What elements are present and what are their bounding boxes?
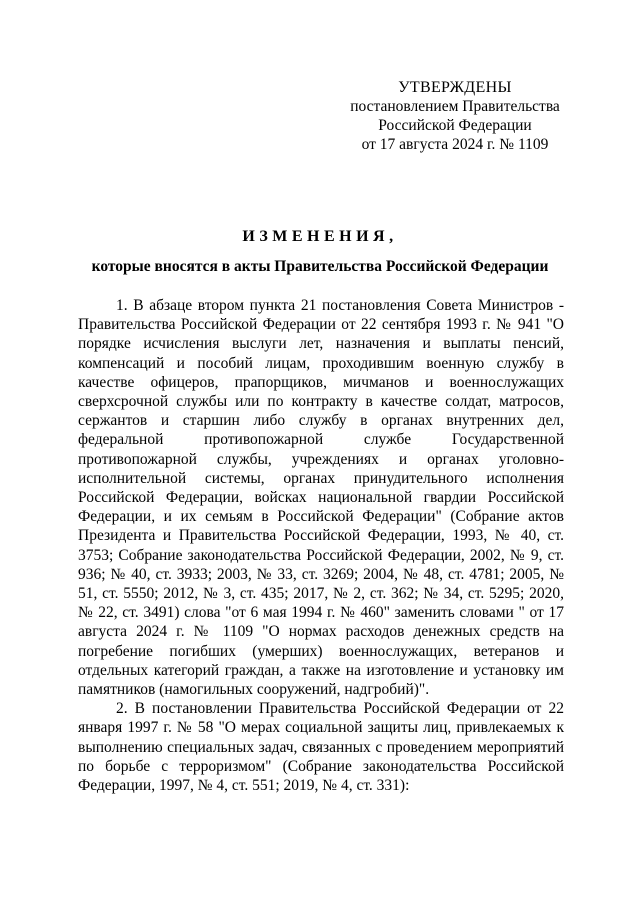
approval-block <box>330 78 580 154</box>
paragraph-2: 2. В постановлении Правительства Российской Федерации от 22 января 1997 г. № 58 "О мерах социальной защиты лиц, привлекаемых к выполнению специальных задач, связанных с проведением мероприятий по борьбе с терроризмом" (Собрание законодательства Российской Федерации, 1997, № 4, ст. 551; 2019, № 4, ст. 331): <box>78 700 564 795</box>
approval-line-2: Российской Федерации <box>378 117 532 134</box>
approval-line-3: от 17 августа 2024 г. № 1109 <box>361 136 549 153</box>
heading-block <box>78 226 562 277</box>
approval-line-1: постановлением Правительства <box>350 98 560 115</box>
paragraph-1: 1. В абзаце втором пункта 21 постановления Совета Министров - Правительства Российской Федерации от 22 сентября 1993 г. № 941 "О порядке исчисления выслуги лет, назначения и выплаты пенсий, компенсаций и пособий лицам, проходившим военную службу в качестве офицеров, прапорщиков, мичманов и военнослужащих сверхсрочной службы или по контракту в качестве солдат, матросов, сержантов и старшин либо службу в органах внутренних дел, федеральной противопожарной службе Государственной противопожарной службы, учреждениях и органах уголовно-исполнительной системы, органах принудительного исполнения Российской Федерации, войсках национальной гвардии Российской Федерации, и их семьям в Российской Федерации" (Собрание актов Президента и Правительства Российской Федерации, 1993, № 40, ст. 3753; Собрание законодательства Российской Федерации, 2002, № 9, ст. 936; № 40, ст. 3933; 2003, № 33, ст. 3269; 2004, № 48, ст. 4781; 2005, № 51, ст. 5550; 2012, № 3, ст. 435; 2017, № 2, ст. 362; № 34, ст. 5295; 2020, № 22, ст. 3491) слова "от 6 мая 1994 г. № 460" заменить словами " от 17 августа 2024 г. № 1109 "О нормах расходов денежных средств на погребение погибших (умерших) военнослужащих, ветеранов и отдельных категорий граждан, а также на изготовление и установку им памятников (намогильных сооружений, надгробий)". <box>78 297 564 699</box>
approval-stamp: УТВЕРЖДЕНЫ <box>398 79 512 96</box>
document-subtitle: которые вносятся в акты Правительства Российской Федерации <box>91 258 549 275</box>
document-body <box>78 296 564 795</box>
document-title: ИЗМЕНЕНИЯ, <box>242 228 398 245</box>
